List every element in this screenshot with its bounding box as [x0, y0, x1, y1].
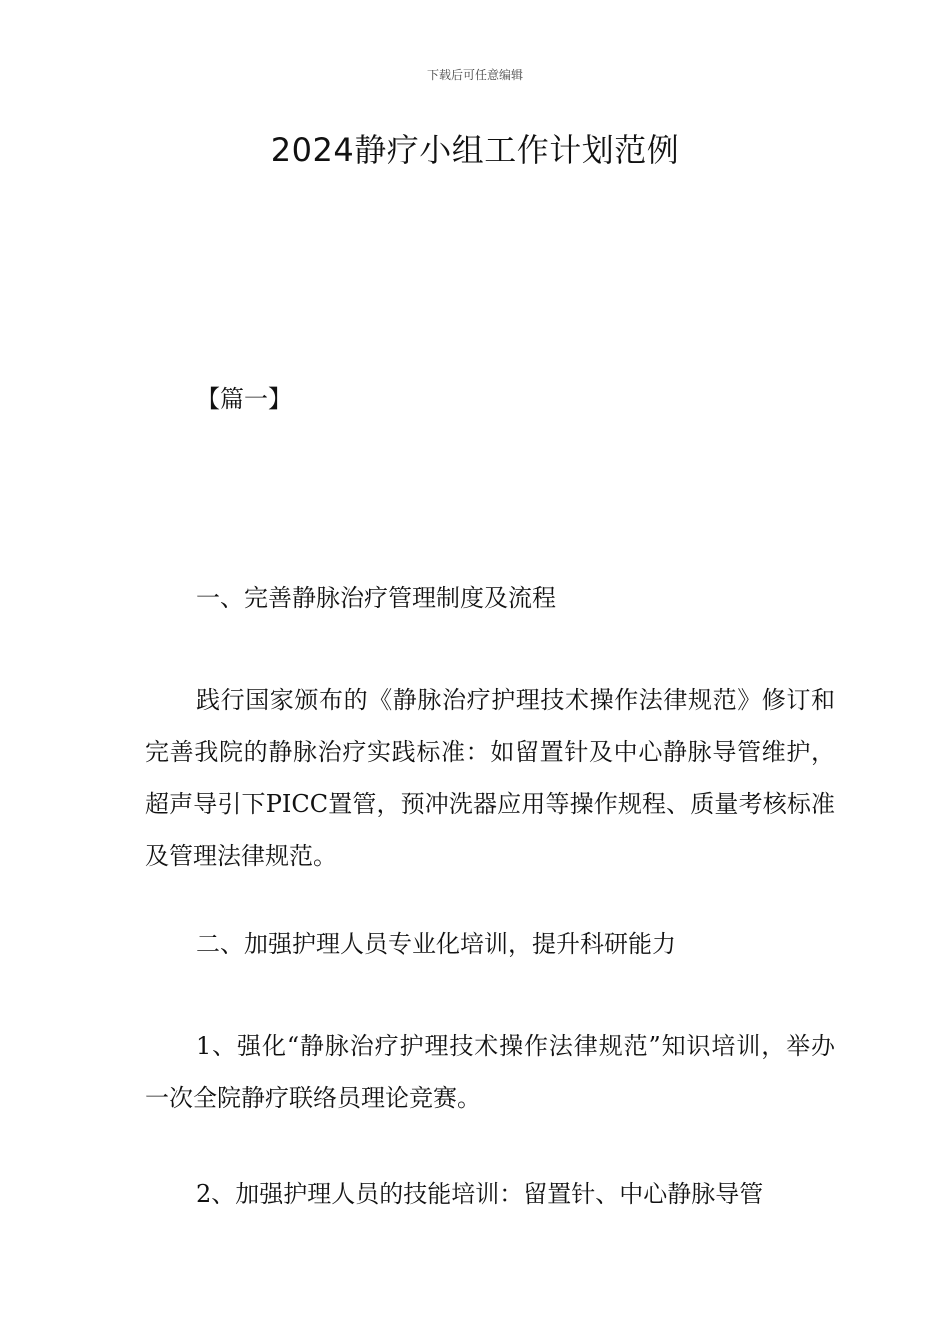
header-note: 下载后可任意编辑 — [426, 68, 523, 82]
paragraph-standards: 践行国家颁布的《静脉治疗护理技术操作法律规范》修订和完善我院的静脉治疗实践标准：如留置针及中心静脉导管维护，超声导引下PICC置管，预冲洗器应用等操作规程、质量考核标准及管理法律规范。 — [145, 686, 835, 870]
section-heading-1: 一、完善静脉治疗管理制度及流程 — [196, 584, 556, 612]
section-marker: 【篇一】 — [196, 385, 292, 413]
paragraph-training-1: 1、强化“静脉治疗护理技术操作法律规范”知识培训，举办一次全院静疗联络员理论竞赛。 — [145, 1032, 835, 1112]
section-heading-2: 二、加强护理人员专业化培训，提升科研能力 — [196, 930, 676, 958]
document-title: 2024静疗小组工作计划范例 — [270, 131, 680, 169]
paragraph-training-2: 2、加强护理人员的技能培训：留置针、中心静脉导管 — [196, 1180, 764, 1208]
